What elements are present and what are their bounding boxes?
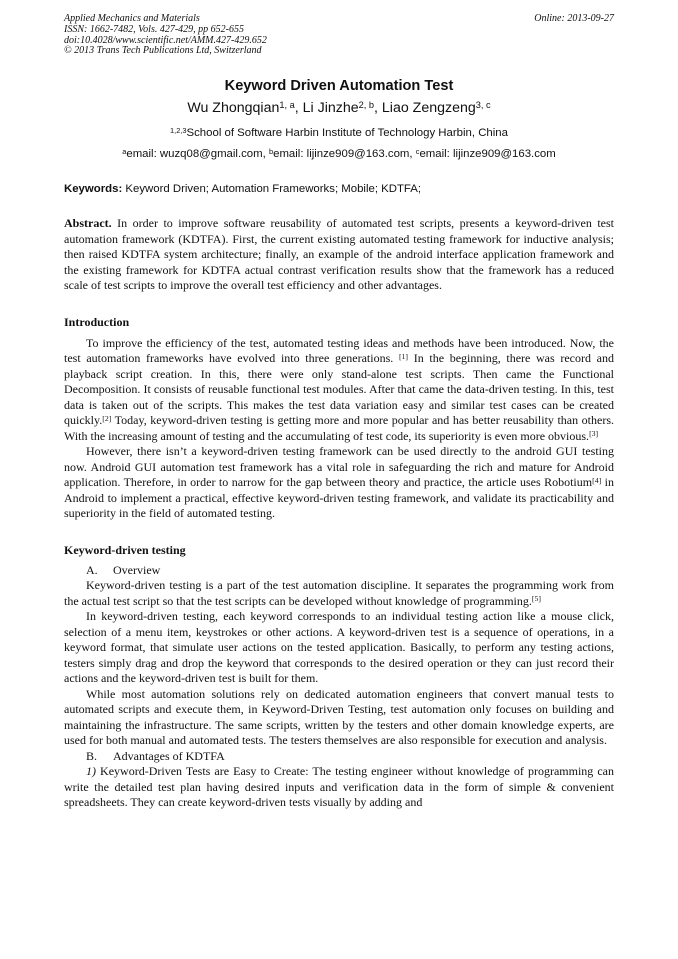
email-text: email: lijinze909@163.com [273,148,410,161]
keywords-text: Keyword Driven; Automation Frameworks; Mobile; KDTFA; [125,183,422,196]
email-text: email: lijinze909@163.com [419,148,556,161]
abstract-label: Abstract. [64,216,112,231]
journal-issn: ISSN: 1662-7482, Vols. 427-429, pp 652-655 [64,23,244,35]
paragraph-text: in Android to implement a practical, effective keyword-driven testing framework, and validate its practicability and superiority in the field of automated testing. [64,475,614,521]
subsection-title: Overview [113,562,161,577]
section-heading-introduction: Introduction [64,314,130,329]
kdt-paragraph-1 [64,578,614,609]
journal-header [64,14,614,57]
author-sup: 3, c [475,100,491,111]
intro-paragraph-1 [64,336,614,445]
citation: [2] [102,413,112,423]
paragraph-text: Today, keyword-driven testing is getting more and more popular and has better reusability than others. With the increasing amount of testing and the accumulating of test code, its superiority is even more obvious. [64,413,614,443]
author-sup: 1, a [279,100,295,111]
paragraph-text: Keyword-Driven Tests are Easy to Create: The testing engineer without knowledge of programming can write the detailed test plan having desired inputs and verification data in the form of simple & convenient spreadsheets. They can create keyword-driven tests visually by adding and [64,764,614,810]
email-text: email: wuzq08@gmail.com [126,148,263,161]
author-name: Wu Zhongqian [187,100,280,117]
citation: [5] [531,594,541,604]
paper-title: Keyword Driven Automation Test [224,78,454,95]
kdt-paragraph-2: In keyword-driven testing, each keyword corresponds to an individual testing action like a mouse click, selection of a menu item, keystrokes or other actions. A keyword-driven test is a sequence of operations, in a keyword format, that simulate user actions on the tested application. Basically, to perform any testing actions, testers simply drag and drop the keyword that corresponds to the desired operation or they can just record their actions and the keyword-driven test is built for them. [64,609,614,686]
journal-doi: doi:10.4028/www.scientific.net/AMM.427-429.652 [64,34,267,46]
paragraph-text: To improve the efficiency of the test, automated testing ideas and methods have been introduced. Now, the test automation frameworks have evolved into three generations. [64,335,614,366]
keywords-label: Keywords: [64,183,123,196]
email-sup: c [415,146,420,156]
author-sup: 2, b [358,100,375,111]
journal-copyright: © 2013 Trans Tech Publications Ltd, Switzerland [64,45,262,57]
online-date: Online: 2013-09-27 [534,13,614,24]
subsection-label: B. [86,748,98,763]
affiliation [64,126,614,140]
abstract [64,216,614,294]
paragraph-text: However, there isn’t a keyword-driven testing framework can be used directly to the android GUI testing now. Android GUI automation test framework has a vital role in safeguarding the rich and mature for Android application. Therefore, in order to narrow for the gap between theory and practice, the article uses Robotium [64,444,614,490]
list-number: 1) [86,764,96,779]
paragraph-text: Keyword-driven testing is a part of the test automation discipline. It separates the programming work from the actual test script so that the test scripts can be developed without knowledge of programming. [64,578,614,608]
paragraph-text: In the beginning, there was record and playback script creation. In this, there were only stand-alone test scripts. Then came the Functional Decomposition. It consists of reusable functional test modules. After that came the data-driven testing. In this, test data is taken out of the scripts. This makes the test data variation easy and similar test cases can be created quickly. [64,351,614,428]
citation: [3] [589,429,599,439]
kdt-paragraph-3: While most automation solutions rely on dedicated automation engineers that convert manual tests to automated scripts and execute them, in Keyword-Driven Testing, test automation only focuses on building and maintaining the infrastructure. The same scripts, written by the testers and other domain knowledge experts, are used for both manual and automated tests. The testers themselves are also responsible for execution and analysis. [64,686,614,748]
section-heading-keyword-driven-testing: Keyword-driven testing [64,542,186,557]
subsection-overview [64,563,614,579]
email-sup: a [122,146,127,156]
affiliation-sup: 1,2,3 [170,125,187,135]
affiliation-text: School of Software Harbin Institute of Technology Harbin, China [186,127,508,140]
email-sup: b [268,146,274,156]
abstract-text: In order to improve software reusability of automated test scripts, presents a keyword-driven test automation framework (KDTFA). First, the current existing automated testing framework for inductive analysis; then raised KDTFA system architecture; finally, an example of the android interface application framework and the existing framework for KDTFA actual contrast verification results show that the framework has a reduced scale of test scripts to improve the overall test efficiency and other advantages. [64,216,615,293]
subsection-advantages [64,749,614,765]
intro-paragraph-2 [64,444,614,522]
citation: [4] [592,475,602,485]
subsection-label: A. [86,562,98,577]
journal-name: Applied Mechanics and Materials [64,13,200,24]
author-name: Li Jinzhe [302,100,359,117]
kdt-paragraph-4 [64,764,614,811]
author-name: Liao Zengzeng [381,100,476,117]
subsection-title: Advantages of KDTFA [113,748,225,763]
author-list: Wu Zhongqian$^{1, a}$, Li Jinzhe$^{2, b}$, Liao Zengzeng$^{3, c}$ [187,100,491,117]
keywords [64,182,614,196]
author-emails: $^a$email: wuzq08@gmail.com, $^b$email: lijinze909@163.com, $^c$email: lijinze909@163.com [122,146,556,161]
citation: [1] [398,351,409,361]
